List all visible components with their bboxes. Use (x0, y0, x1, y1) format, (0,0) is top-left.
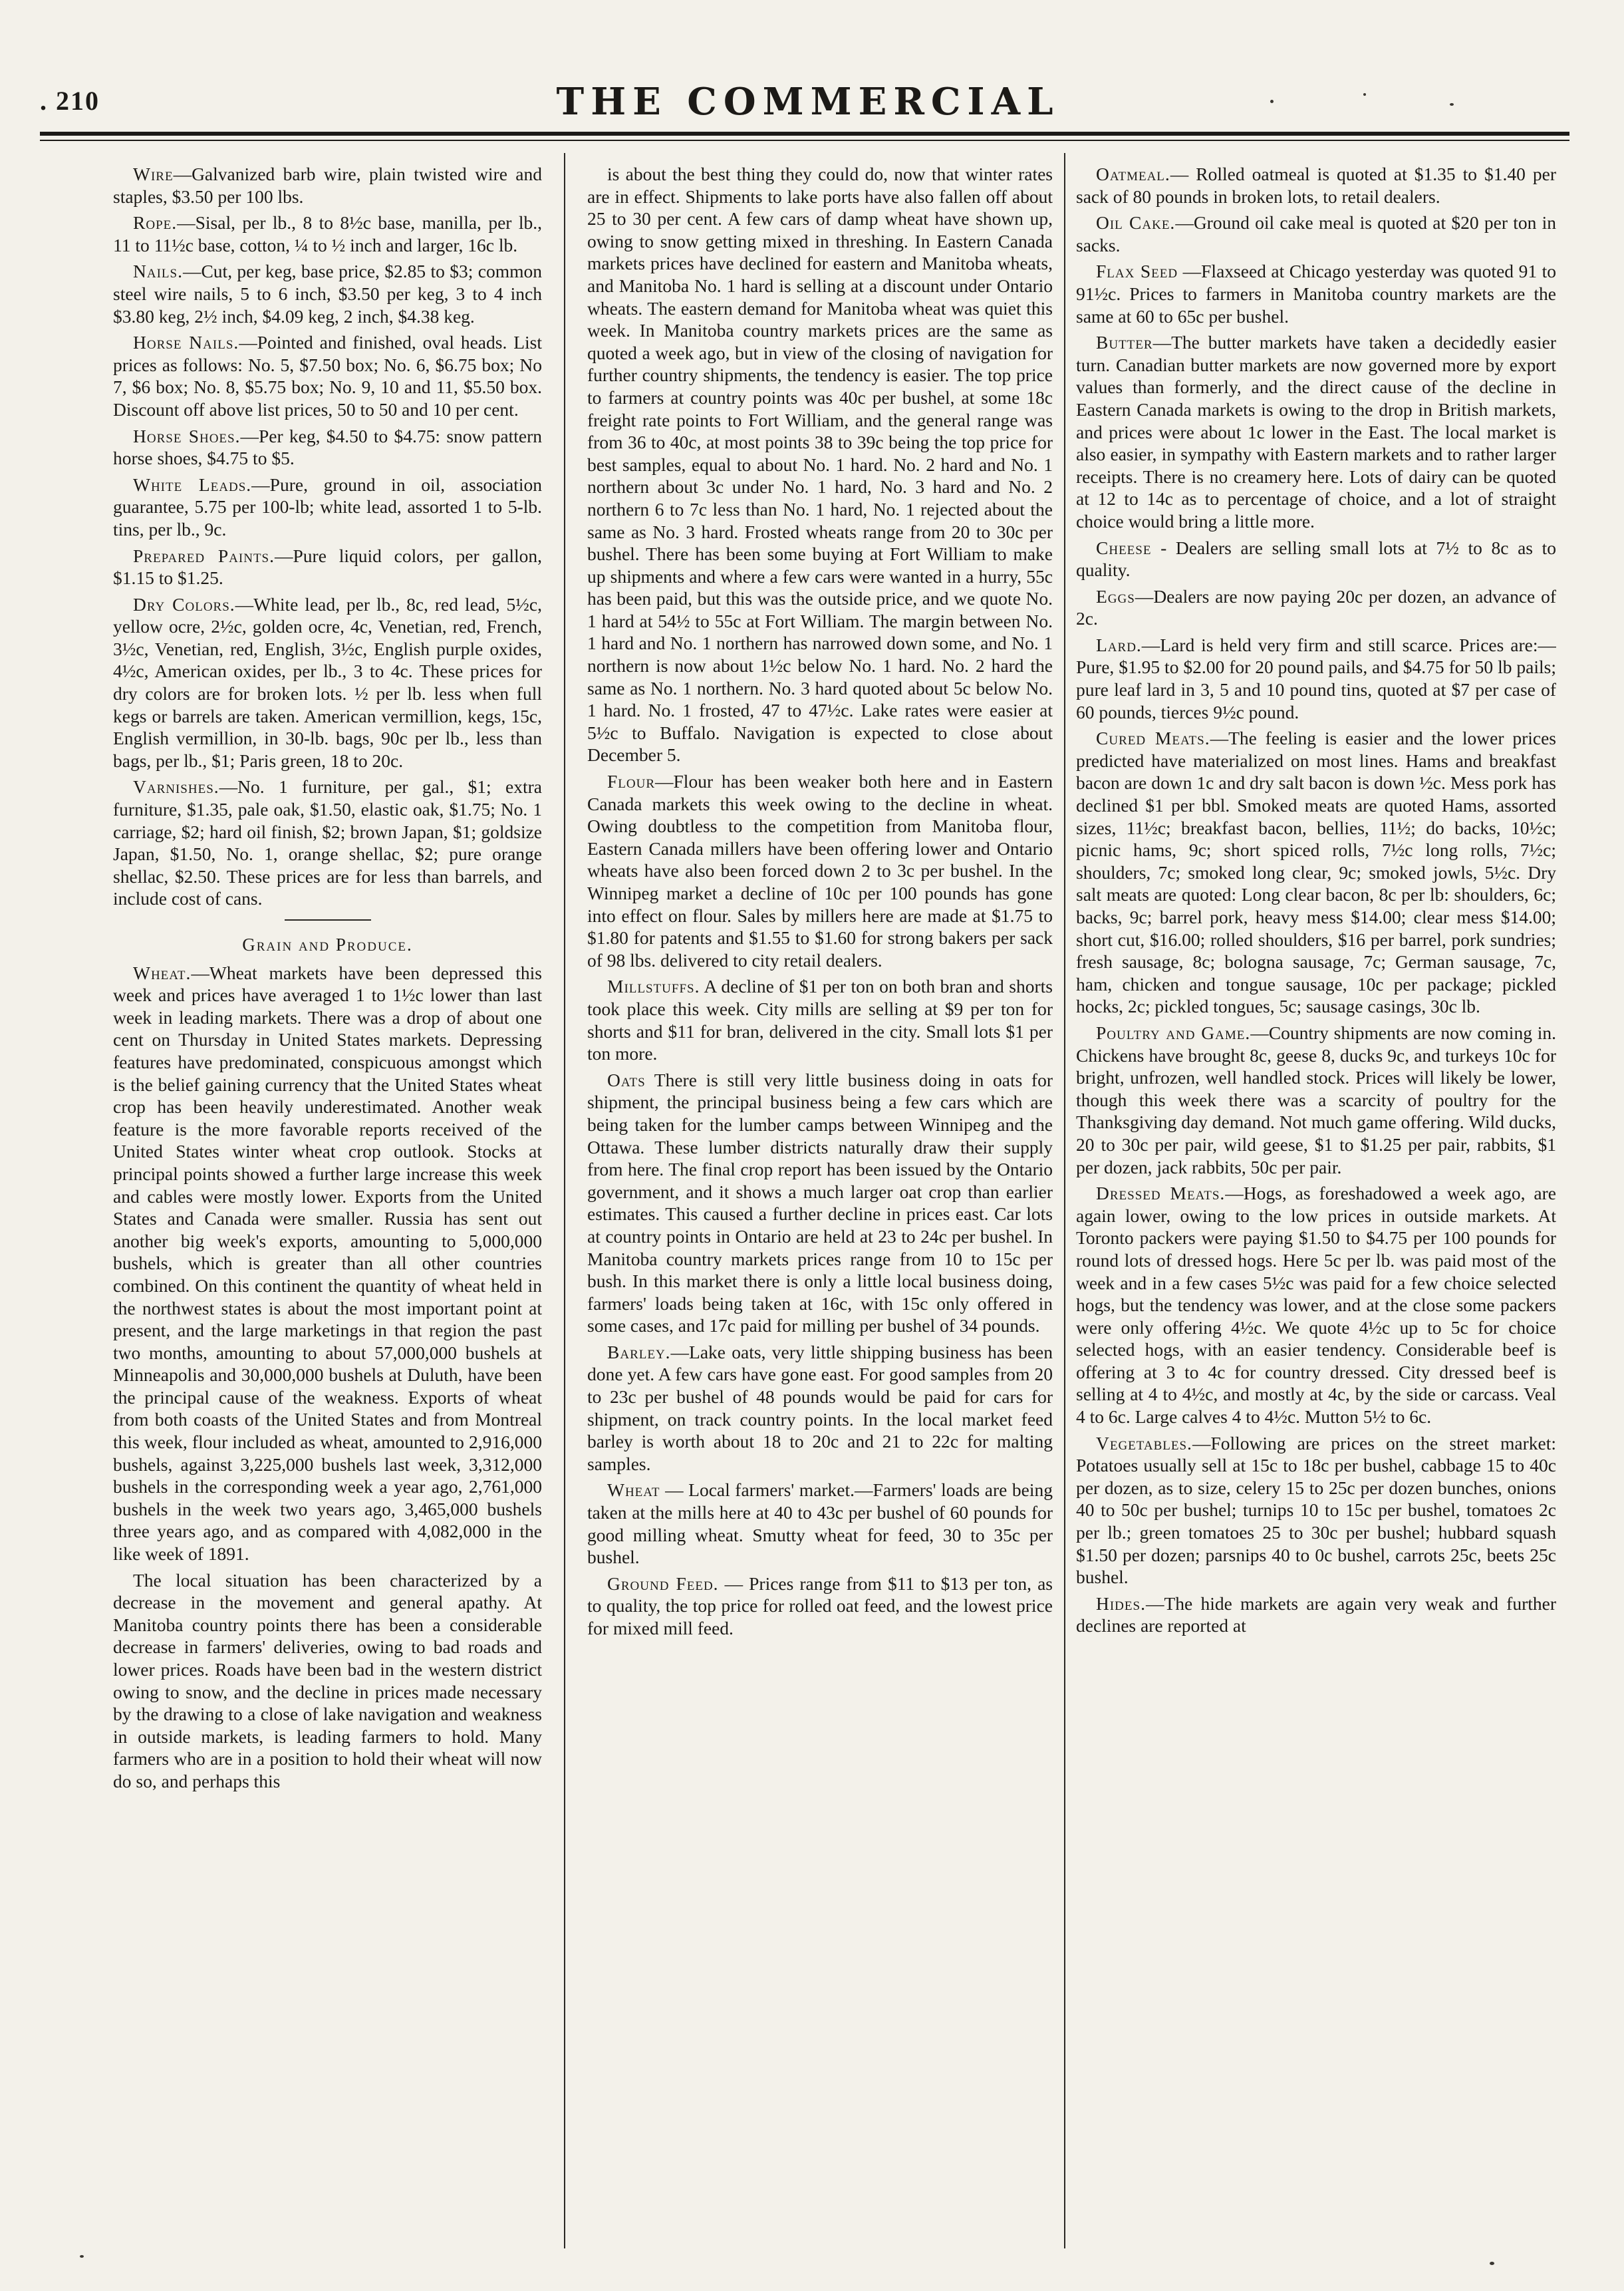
article-paragraph (587, 975, 1053, 1064)
article-paragraph (1076, 537, 1556, 581)
paragraph-text: —Following are prices on the street market: Potatoes usually sell at 15c to 18c per bushel, cabbage 15 to 40c per dozen, as to size, celery 15 to 25c per dozen bunches, onions 40 to 50c per bushel; turnips 10 to 15c per bushel, tomatoes 2c per lb.; green tomatoes 25 to 30c per bushel; hubbard squash $1.50 per dozen; parsnips 40 to 0c bushel, carrots 25c, beets 25c bushel. (1076, 1432, 1556, 1588)
paragraph-text: —Pure liquid colors, per gallon, $1.15 to $1.25. (113, 545, 542, 589)
paragraph-lead: Prepared Paints. (133, 545, 275, 566)
paragraph-text: —The feeling is easier and the lower prices predicted have materialized on most lines. Hams and breakfast bacon are down 1c and dry salt bacon is down ½c. Mess pork has declined $1 per bbl. Smoked meats are quoted Hams, assorted sizes, 11½c; breakfast bacon, bellies, 11½; do backs, 10½c; picnic hams, 9c; short spiced rolls, 7½c long rolls, 7½c; shoulders, 7c; smoked long clear, 9c; smoked jowls, 5½c. Dry salt meats are quoted: Long clear bacon, 8c per lb: shoulders, 6c; backs, 9c; barrel pork, heavy mess $14.00; clear mess $14.00; short cut, $16.00; rolled shoulders, $16 per barrel, pork sundries; fresh sausage, 8c; bologna sausage, 7c; German sausage, 7c, ham, chicken and tongue sausage, 10c per package; pickled hocks, 2c; pickled tongues, 5c; sausage casings, 30c lb. (1076, 728, 1556, 1017)
article-paragraph (1076, 1432, 1556, 1589)
article-paragraph (1076, 1593, 1556, 1637)
paragraph-lead: Butter (1096, 332, 1153, 353)
column-2 (587, 163, 1053, 2258)
paragraph-lead: Nails. (133, 261, 183, 282)
ink-speck (1450, 103, 1454, 106)
paragraph-text: —Flour has been weaker both here and in Eastern Canada markets this week owing to the decline in wheat. Owing doubtless to the competition from Manitoba flour, Eastern Canada millers have been offering lower and Ontario wheats have also been forced down 2 to 3c per bushel. In the Winnipeg market a decline of 10c per 100 pounds has gone into effect on flour. Sales by millers here are made at $1.75 to $1.80 for patents and $1.55 to $1.60 for strong bakers per sack of 98 lbs. delivered to city retail dealers. (587, 771, 1053, 971)
paragraph-text: - Dealers are selling small lots at 7½ to 8c as to quality. (1076, 537, 1556, 581)
article-paragraph (113, 163, 542, 208)
article-paragraph (1076, 634, 1556, 723)
ink-speck (1270, 100, 1274, 103)
article-paragraph (587, 163, 1053, 766)
paragraph-text: The local situation has been characterized by a decrease in the movement and general apathy. At Manitoba country points there has been a considerable decrease in farmers' deliveries, owing to bad roads and lower prices. Roads have been bad in the western district owing to snow, and the decline in prices made necessary by the drawing to a close of lake navigation and weakness in outside markets, is leading farmers to hold. Many farmers who are in a position to hold their wheat will now do so, and perhaps this (113, 1569, 542, 1791)
paragraph-text: — Prices range from $11 to $13 per ton, as to quality, the top price for rolled oat feed, and the lowest price for mixed mill feed. (587, 1573, 1053, 1638)
paragraph-lead: White Leads. (133, 474, 252, 495)
paragraph-lead: Hides. (1096, 1593, 1146, 1614)
paragraph-lead: Dressed Meats. (1096, 1183, 1226, 1204)
paragraph-lead: Ground Feed. (607, 1573, 719, 1594)
article-paragraph (113, 962, 542, 1565)
article-paragraph (113, 260, 542, 327)
paragraph-text: —Lake oats, very little shipping business has been done yet. A few cars have gone east. For good samples from 20 to 23c per bushel of 48 pounds would be paid for cars for shipment, on track country points. In the local market feed barley is worth about 18 to 20c and 21 to 22c for malting samples. (587, 1341, 1053, 1474)
article-paragraph (113, 331, 542, 420)
article-paragraph (113, 593, 542, 772)
ink-speck (1363, 93, 1366, 96)
section-rule (285, 919, 371, 921)
article-paragraph (1076, 212, 1556, 256)
article-paragraph (587, 1341, 1053, 1475)
paragraph-text: A decline of $1 per ton on both bran and shorts took place this week. City mills are selling at $9 per ton for shorts and $11 for bran, delivered in the city. Small lots $1 per ton more. (587, 976, 1053, 1064)
paragraph-lead: Flax Seed (1096, 261, 1178, 282)
paragraph-lead: Varnishes. (133, 776, 219, 798)
journal-title: THE COMMERCIAL (556, 80, 1060, 124)
paragraph-text: —Sisal, per lb., 8 to 8½c base, manilla, per lb., 11 to 11½c base, cotton, ¼ to ½ inch and larger, 16c lb. (113, 212, 542, 255)
article-paragraph (1076, 163, 1556, 208)
paragraph-lead: Flour (607, 771, 656, 792)
paragraph-lead: Lard. (1096, 634, 1142, 655)
article-paragraph (587, 1573, 1053, 1640)
article-paragraph (587, 1069, 1053, 1337)
paragraph-lead: Horse Shoes. (133, 425, 241, 446)
article-paragraph (113, 425, 542, 470)
paragraph-text: —No. 1 furniture, per gal., $1; extra furniture, $1.35, pale oak, $1.50, elastic oak, $1.75; No. 1 carriage, $2; hard oil finish, $2; brown Japan, $1; goldsize Japan, $1.50, No. 1, orange shellac, $2; pure orange shellac, $2.50. These prices are for less than barrels, and include cost of cans. (113, 776, 542, 909)
paragraph-text: —White lead, per lb., 8c, red lead, 5½c, yellow ocre, 2½c, golden ocre, 4c, Venetian, red, French, 3½c, Venetian, red, English, 3½c, English purple oxides, 4½c, American oxides, per lb., 3 to 4c. These prices for dry colors are for broken lots. ½ per lb. less when full kegs or barrels are taken. American vermillion, kegs, 15c, English vermillion, in 30-lb. bags, 90c per lb., less than bags, per lb., $1; Paris green, 18 to 20c. (113, 593, 542, 771)
masthead (40, 80, 1576, 133)
paragraph-lead: Horse Nails. (133, 332, 239, 353)
paragraph-text: —Per keg, $4.50 to $4.75: snow pattern horse shoes, $4.75 to $5. (113, 425, 542, 469)
paragraph-text: —The hide markets are again very weak and further declines are reported at (1076, 1593, 1556, 1636)
article-paragraph (1076, 727, 1556, 1018)
column-divider (1064, 153, 1065, 2248)
paragraph-lead: Wheat (607, 1479, 660, 1501)
article-paragraph (113, 474, 542, 541)
article-paragraph (1076, 1022, 1556, 1178)
paragraph-text: —Galvanized barb wire, plain twisted wire and staples, $3.50 per 100 lbs. (113, 164, 542, 207)
paragraph-text: — Local farmers' market.—Farmers' loads are being taken at the mills here at 40 to 43c per bushel of 60 pounds for good milling wheat. Smutty wheat for feed, 30 to 35c per bushel. (587, 1479, 1053, 1568)
paragraph-lead: Poultry and Game. (1096, 1022, 1251, 1043)
ink-speck (1490, 2262, 1494, 2265)
paragraph-lead: Eggs (1096, 585, 1135, 607)
article-paragraph (1076, 1182, 1556, 1428)
paragraph-lead: Dry Colors. (133, 593, 235, 615)
article-paragraph (1076, 585, 1556, 630)
paragraph-text: —Flaxseed at Chicago yesterday was quoted 91 to 91½c. Prices to farmers in Manitoba country markets are the same at 60 to 65c per bushel. (1076, 261, 1556, 327)
paragraph-text: —Cut, per keg, base price, $2.85 to $3; common steel wire nails, 5 to 6 inch, $3.50 per keg, 3 to 4 inch $3.80 keg, 2½ inch, $4.09 keg, 2 inch, $4.38 keg. (113, 261, 542, 327)
paragraph-text: —Dealers are now paying 20c per dozen, an advance of 2c. (1076, 585, 1556, 629)
masthead-rule-thin (40, 140, 1569, 141)
paragraph-lead: Barley. (607, 1341, 671, 1362)
paragraph-lead: Oats (607, 1069, 646, 1090)
paragraph-text: —Lard is held very firm and still scarce. Prices are:—Pure, $1.95 to $2.00 for 20 pound pails, and $4.75 for 50 lb pails; pure leaf lard in 3, 5 and 10 pound tins, quoted at $7 per case of 60 pounds, tierces 9½c pound. (1076, 634, 1556, 722)
paragraph-lead: Cured Meats. (1096, 728, 1210, 749)
paragraph-lead: Rope. (133, 212, 178, 233)
paragraph-lead: Millstuffs. (607, 976, 700, 997)
article-paragraph (113, 1569, 542, 1793)
paragraph-text: —The butter markets have taken a decidedly easier turn. Canadian butter markets are now governed more by export values than formerly, and the direct cause of the decline in Eastern Canada markets is owing to the drop in British markets, and prices were about 1c lower in the East. The local market is also easier, in sympathy with Eastern markets and to rather larger receipts. There is no creamery here. Lots of dairy can be quoted at 12 to 14c as to percentage of choice, and a lot of straight choice would bring a little more. (1076, 332, 1556, 532)
article-paragraph (113, 212, 542, 256)
paragraph-text: —Pointed and finished, oval heads. List prices as follows: No. 5, $7.50 box; No. 6, $6.75 box; No 7, $6 box; No. 8, $5.75 box; No. 9, 10 and 11, $5.50 box. Discount off above list prices, 50 to 50 and 10 per cent. (113, 332, 542, 420)
paragraph-text: —Country shipments are now coming in. Chickens have brought 8c, geese 8, ducks 9c, and turkeys 10c for bright, unfrozen, well handled stock. Prices will likely be lower, though this week there was a scarcity of poultry for the Thanksgiving day demand. Not much game offering. Wild ducks, 20 to 30c per pair, wild geese, $1 to $1.25 per pair, rabbits, $1 per dozen, jack rabbits, 50c per pair. (1076, 1022, 1556, 1177)
article-paragraph (113, 545, 542, 589)
paragraph-text: —Ground oil cake meal is quoted at $20 per ton in sacks. (1076, 212, 1556, 255)
article-paragraph (113, 776, 542, 910)
paragraph-lead: Wire (133, 164, 174, 184)
paragraph-text: is about the best thing they could do, now that winter rates are in effect. Shipments to lake ports have also fallen off about 25 to 30 per cent. A few cars of damp wheat have shown up, owing to snow getting mixed in threshing. In Eastern Canada markets prices have declined for eastern and Manitoba wheats, and Manitoba No. 1 hard is selling at a discount under Ontario wheats. The eastern demand for Manitoba wheat was quiet this week. In Manitoba country markets prices are the same as quoted a week ago, but in view of the closing of navigation for further country shipments, the tendency is easier. The top price to farmers at country points was 40c per bushel, at some 18c freight rate points to Fort William, and the general range was from 36 to 40c, at most points 38 to 39c being the top price for best samples, equal to about No. 1 hard. No. 2 hard and No. 1 northern about 3c under No. 1 hard, No. 3 hard and No. 2 northern 6 to 7c less than No. 1 hard, No. 1 rejected about the same as No. 3 hard. Frosted wheats range from 20 to 30c per bushel. There has been some buying at Fort William to make up shipments and where a few cars were wanted in a hurry, 55c has been paid, but this was the outside price, and we quote No. 1 hard at 54½ to 55c at Fort William. The margin between No. 1 hard and No. 1 northern has narrowed down some, and No. 1 northern is now about 1½c below No. 1 hard. No. 2 hard the same as No. 1 northern. No. 3 hard quoted about 5c below No. 1 hard. No. 1 frosted, 47 to 47½c. Lake rates were easier at 5½c to Buffalo. Navigation is expected to close about December 5. (587, 164, 1053, 766)
paragraph-lead: Oil Cake. (1096, 212, 1176, 233)
column-1 (113, 163, 542, 2258)
article-paragraph (587, 770, 1053, 971)
paragraph-lead: Vegetables. (1096, 1432, 1192, 1453)
paragraph-text: —Hogs, as foreshadowed a week ago, are again lower, owing to the low prices in outside markets. At Toronto packers were paying $1.50 to $4.75 per 100 pounds for round lots of dressed hogs. Here 5c per lb. was paid most of the week and in a few cases 5½c was paid for a few choice selected hogs, but the tendency was lower, and at the close some packers were only offering 4½c. We quote 4½c up to 5c for choice selected hogs, with an easier tendency. Considerable beef is offering at 3 to 4c for country dressed. City dressed beef is selling at 4 to 4½c, and mostly at 4c, by the side or carcass. Veal 4 to 6c. Large calves 4 to 4½c. Mutton 5½ to 6c. (1076, 1183, 1556, 1428)
paragraph-text: —Pure, ground in oil, association guarantee, 5.75 per 100-lb; white lead, assorted 1 to 5-lb. tins, per lb., 9c. (113, 474, 542, 539)
paragraph-text: There is still very little business doing in oats for shipment, the principal business being a few cars which are being taken for the lumber camps between Winnipeg and the Ottawa. These lumber districts naturally draw their supply from here. The final crop report has been issued by the Ontario government, and it shows a much larger oat crop than earlier estimates. This caused a further decline in prices east. Car lots at country points in Ontario are held at 23 to 24c per bushel. In Manitoba country markets prices range from 10 to 15c per bush. In this market there is only a little local business doing, farmers' loads being taken at 16c, with 15c only offered in some cases, and 17c paid for milling per bushel of 34 pounds. (587, 1069, 1053, 1336)
masthead-rule (40, 132, 1569, 136)
article-paragraph (1076, 260, 1556, 327)
ink-speck (80, 2255, 84, 2258)
article-paragraph (587, 1479, 1053, 1568)
section-heading: Grain and Produce. (242, 935, 413, 955)
column-3 (1076, 163, 1556, 2258)
paragraph-lead: Cheese (1096, 537, 1152, 558)
paragraph-text: —Wheat markets have been depressed this week and prices have averaged 1 to 1½c lower than last week in leading markets. There was a drop of about one cent on Thursday in United States markets. Depressing features have predominated, conspicuous amongst which is the belief gaining currency that the United States wheat crop has been heavily underestimated. Another weak feature is the more favorable reports received of the United States winter wheat crop outlook. Stocks at principal points showed a further large increase this week and cables were mostly lower. Exports from the United States and Canada were smaller. Russia has sent out another big week's exports, amounting to 5,000,000 bushels, which is greater than all other countries combined. On this continent the quantity of wheat held in the northwest states is about the most important point at present, and the large marketings in that region the past two months, amounting to about 57,000,000 bushels at Minneapolis and 30,000,000 bushels at Duluth, have been the principal cause of the weakness. Exports of wheat from both coasts of the United States and from Montreal this week, flour included as wheat, amounted to 2,916,000 bushels, against 3,225,000 bushels last week, 3,312,000 bushels in the corresponding week a year ago, 2,761,000 bushels in the week two years ago, 3,465,000 bushels three years ago, and as compared with 4,082,000 in the like week of 1891. (113, 962, 542, 1565)
article-paragraph (1076, 331, 1556, 532)
paragraph-text: — Rolled oatmeal is quoted at $1.35 to $1.40 per sack of 80 pounds in broken lots, to retail dealers. (1076, 164, 1556, 207)
page-number: . 210 (40, 86, 100, 116)
paragraph-lead: Wheat. (133, 962, 192, 983)
paragraph-lead: Oatmeal. (1096, 164, 1170, 184)
column-divider (564, 153, 565, 2248)
